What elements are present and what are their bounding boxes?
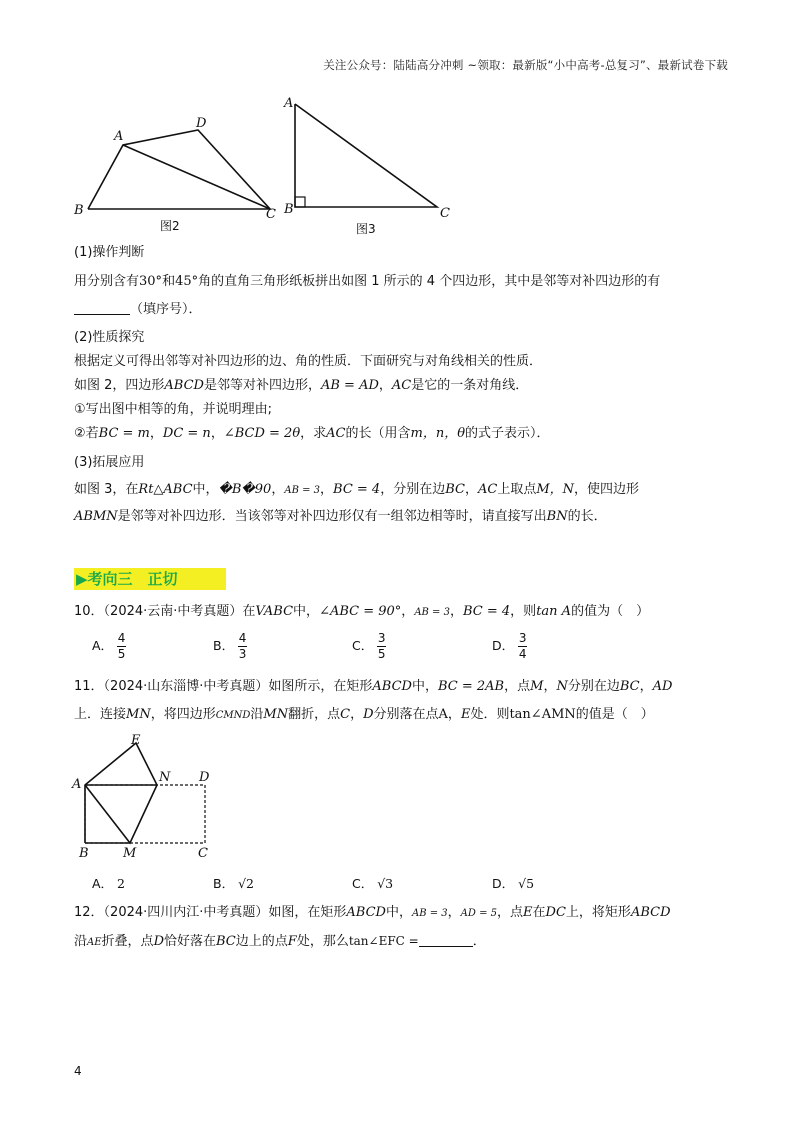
fig11-label-a: A xyxy=(72,777,82,792)
answer-blank-12[interactable] xyxy=(419,932,473,947)
section-2-line-4: ②若BC = m，DC = n，∠BCD = 2θ，求AC的长（用含m，n，θ的式子表示）． xyxy=(74,426,550,441)
page-number: 4 xyxy=(74,1064,82,1078)
section-2-title: (2)性质探究 xyxy=(74,330,145,345)
section-3-title: (3)拓展应用 xyxy=(74,455,145,470)
fig11-label-m: M xyxy=(123,846,137,860)
fig3-label-a: A xyxy=(284,96,294,111)
answer-blank-1[interactable] xyxy=(74,300,130,315)
question-11-line-2: 上．连接MN，将四边形CMND沿MN翻折，点C，D分别落在点A，E处．则tan∠AMN的值是（ ） xyxy=(74,707,654,722)
fig2-label-b: B xyxy=(74,203,84,218)
q11-option-c[interactable]: C． √3 xyxy=(352,876,394,891)
section-2-line-1: 根据定义可得出邻等对补四边形的边、角的性质．下面研究与对角线相关的性质． xyxy=(74,354,543,369)
q11-option-b[interactable]: B． √2 xyxy=(213,876,254,891)
topic-heading: ▶考向三 正切 xyxy=(74,568,226,590)
figure-q11 xyxy=(70,730,230,860)
header-note: 关注公众号：陆陆高分冲刺 ~领取：最新版“小中高考-总复习”、最新试卷下载 xyxy=(323,58,728,72)
fig11-label-d: D xyxy=(199,770,210,785)
fig3-label-b: B xyxy=(284,202,294,217)
q10-option-b[interactable]: B． $\frac{4}{3}$ xyxy=(213,631,247,661)
question-10: 10．（2024·云南·中考真题）在VABC中，∠ABC = 90°，AB = 3，BC = 4，则tan A的值为（ ） xyxy=(74,604,650,619)
fig11-label-e: E xyxy=(131,733,141,748)
figure-3 xyxy=(282,94,457,239)
q11-option-d[interactable]: D． √5 xyxy=(492,876,535,891)
fig2-label-a: A xyxy=(114,129,124,144)
fig3-label-c: C xyxy=(440,206,450,221)
q10-option-d[interactable]: D． $\frac{3}{4}$ xyxy=(492,631,527,661)
fig3-caption: 图3 xyxy=(356,222,376,236)
section-3-line-2: ABMN是邻等对补四边形．当该邻等对补四边形仅有一组邻边相等时，请直接写出BN的长． xyxy=(74,509,607,524)
section-2-line-2: 如图 2，四边形ABCD是邻等对补四边形，AB = AD，AC是它的一条对角线． xyxy=(74,378,529,393)
fig11-label-n: N xyxy=(159,770,171,785)
section-2-line-3: ①写出图中相等的角，并说明理由; xyxy=(74,402,273,417)
fig11-label-b: B xyxy=(79,846,89,860)
fig2-label-c: C xyxy=(266,207,276,222)
section-1-line-1: 用分别含有30°和45°角的直角三角形纸板拼出如图 1 所示的 4 个四边形，其中是邻等对补四边形的有 xyxy=(74,274,661,289)
q10-option-c[interactable]: C． $\frac{3}{5}$ xyxy=(352,631,386,661)
section-3-line-1: 如图 3，在Rt△ABC中，�B�90，AB = 3，BC = 4，分别在边BC，AC上取点M，N，使四边形 xyxy=(74,482,640,497)
question-12-line-1: 12．（2024·四川内江·中考真题）如图，在矩形ABCD中，AB = 3，AD = 5，点E在DC上，将矩形ABCD xyxy=(74,905,671,920)
question-11-line-1: 11．（2024·山东淄博·中考真题）如图所示，在矩形ABCD中，BC = 2AB，点M，N分别在边BC，AD xyxy=(74,679,673,694)
figure-2 xyxy=(70,112,285,237)
q10-option-a[interactable]: A． $\frac{4}{5}$ xyxy=(92,631,126,661)
fig2-caption: 图2 xyxy=(160,219,180,233)
fig11-label-c: C xyxy=(198,846,208,860)
section-1-line-2: （填序号）． xyxy=(74,300,202,319)
question-12-line-2: 沿AE折叠，点D恰好落在BC边上的点F处，那么tan∠EFC = ． xyxy=(74,934,486,949)
section-1-title: (1)操作判断 xyxy=(74,245,145,260)
q11-option-a[interactable]: A． 2 xyxy=(92,876,125,891)
fig2-label-d: D xyxy=(196,116,207,131)
